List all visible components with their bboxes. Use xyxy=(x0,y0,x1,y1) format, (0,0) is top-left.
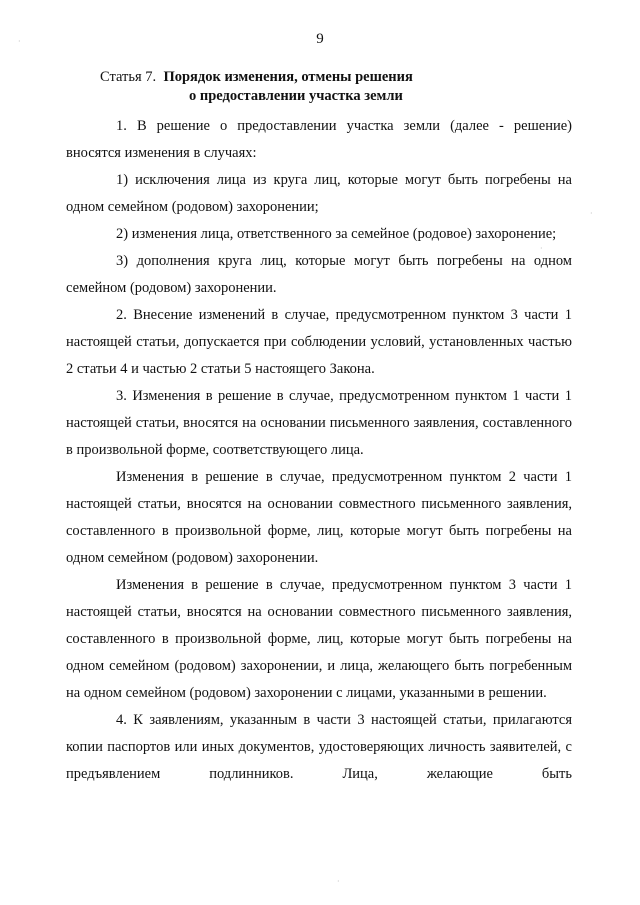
article-label: Статья 7. xyxy=(100,69,157,85)
paragraph-6: 3. Изменения в решение в случае, предусмотренном пунктом 1 части 1 настоящей статьи, вносятся на основании письменного заявления, составленного в произвольной форме, соответствующего лица. xyxy=(66,388,572,458)
paragraph-9: 4. К заявлениям, указанным в части 3 настоящей статьи, прилагаются копии паспортов или иных документов, удостоверяющих личность заявителей, с предъявлением подлинников. Лица, желающие быть xyxy=(66,712,572,782)
paragraph-4: 3) дополнения круга лиц, которые могут быть погребены на одном семейном (родовом) захоронении. xyxy=(66,253,572,296)
article-title-line2: о предоставлении участка земли xyxy=(189,88,403,104)
paragraph-3: 2) изменения лица, ответственного за семейное (родовое) захоронение; xyxy=(116,226,557,242)
paragraph-1: 1. В решение о предоставлении участка земли (далее - решение) вносятся изменения в случаях: xyxy=(66,118,572,161)
article-title-line1: Порядок изменения, отмены решения xyxy=(163,69,413,85)
article-heading-line1 xyxy=(100,68,580,87)
paragraph-7: Изменения в решение в случае, предусмотренном пунктом 2 части 1 настоящей статьи, вносятся на основании совместного письменного заявления, составленного в произвольной форме, лиц, которые могут быть погребены на одном семейном (родовом) захоронении. xyxy=(66,469,572,566)
scan-speck: · xyxy=(337,877,340,886)
scan-speck: · xyxy=(18,37,21,46)
scan-speck: · xyxy=(590,209,593,218)
paragraph-5: 2. Внесение изменений в случае, предусмотренном пунктом 3 части 1 настоящей статьи, допускается при соблюдении условий, установленных частью 2 статьи 4 и частью 2 статьи 5 настоящего Закона. xyxy=(66,307,572,377)
article-body xyxy=(66,113,572,788)
article-heading xyxy=(100,68,580,106)
paragraph-2: 1) исключения лица из круга лиц, которые могут быть погребены на одном семейном (родовом) захоронении; xyxy=(66,172,572,215)
scan-speck: · xyxy=(540,244,543,253)
page-number: 9 xyxy=(316,31,324,47)
paragraph-8: Изменения в решение в случае, предусмотренном пунктом 3 части 1 настоящей статьи, вносятся на основании совместного письменного заявления, составленного в произвольной форме, лиц, которые могут быть погребены на одном семейном (родовом) захоронении, и лица, желающего быть погребенным на одном семейном (родовом) захоронении с лицами, указанными в решении. xyxy=(66,577,572,701)
